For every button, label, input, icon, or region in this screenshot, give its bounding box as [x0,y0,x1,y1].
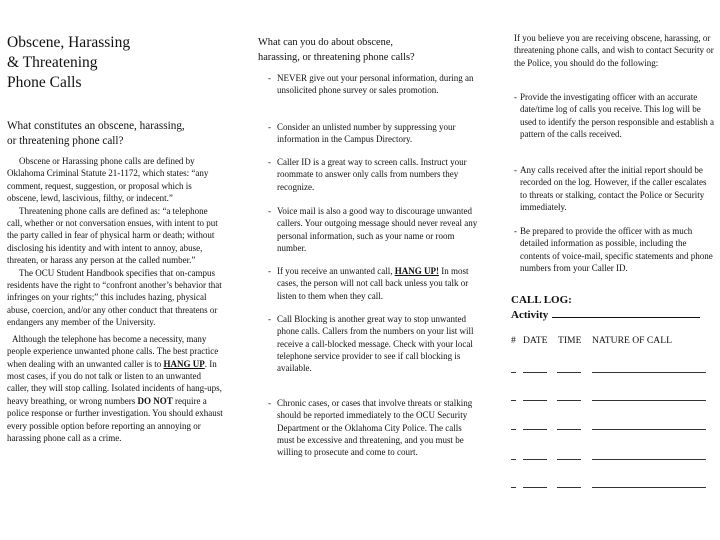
threatening-definition-paragraph: Threatening phone calls are defined as: “a telephone call, whether or not conversation ensues, with intent to put the party called in fear of physical harm or death; without disclosing his identity and with intent to annoy, abuse, threaten, or harass any person at the called number.” [7,205,218,266]
advice-text: Although the telephone has become a necessity, many people experience unwanted phone calls. The best practice when dealing with an unwanted caller is to [7,333,219,369]
step-item: - Provide the investigating officer with an accurate date/time log of calls you receive. This log will be used to identify the person responsible and establish a pattern of the calls received. [514,92,714,140]
reporting-intro: If you believe you are receiving obscene, harassing, or threatening phone calls, and wish to contact Security or the Police, you should do the following: [514,33,714,68]
heading-line: or threatening phone call? [7,135,124,147]
prevention-heading [258,36,415,65]
log-entry-row [511,451,711,461]
heading-line: What constitutes an obscene, harassing, [7,120,185,132]
log-entry-row [511,364,711,374]
tip-text: If you receive an unwanted call, [277,266,395,276]
advice-paragraph [7,333,225,445]
column-header-date: DATE [523,335,548,346]
step-item: - Be prepared to provide the officer with as much detailed information as possible, including the contents of voice-mail, specific statements and phone numbers from your Caller ID. [514,226,713,274]
title-line: & Threatening [7,54,98,71]
call-log-title: CALL LOG: [511,294,572,306]
definition-heading [7,119,185,149]
log-entry-row [511,479,711,489]
tip-item: - Caller ID is a great way to screen calls. Instruct your roommate to answer only calls from numbers they recognize. [268,157,467,192]
tip-item: - If you receive an unwanted call, HANG UP! In most cases, the person will not call back unless you talk or listen to them when they call. [268,266,469,301]
log-entry-row [511,421,711,431]
step-item: - Any calls received after the initial report should be recorded on the log. However, if the caller escalates to threats or stalking, contact the Police or Security immediately. [514,165,707,213]
column-header-nature: NATURE OF CALL [592,335,672,346]
title-line: Phone Calls [7,74,82,91]
log-entry-row [511,392,711,402]
heading-line: What can you do about obscene, [258,37,394,48]
activity-blank [552,308,700,318]
do-not-emphasis: DO NOT [137,395,173,406]
advice-text: . In most cases, if you do not talk or listen to an unwanted caller, they will stop calling. Isolated incidents of hang-ups, heavy breathing, or wrong numbers [7,358,222,406]
hang-up-emphasis: HANG UP! [394,266,439,276]
tip-item: - Consider an unlisted number by suppressing your information in the Campus Directory. [268,122,456,145]
advice-text: require a police response or further investigation. You should exhaust every possible option before reporting an annoying or harassing phone call as a crime. [7,395,223,443]
tip-item: - Chronic cases, or cases that involve threats or stalking should be reported immediately to the OCU Security Department or the Oklahoma City Police. The calls must be excessive and threatening, and you must be willing to prosecute and come to court. [268,398,473,458]
activity-label: Activity [511,309,549,321]
hang-up-emphasis: HANG UP [163,358,205,369]
tip-text: In most cases, the person will not call back unless you talk or listen to them when they call. [277,266,469,301]
column-header-time: TIME [558,335,582,346]
tip-item: - NEVER give out your personal information, during an unsolicited phone survey or sales promotion. [268,73,474,96]
definitions-body [7,155,225,444]
title-line: Obscene, Harassing [7,34,131,51]
brochure-title [7,33,130,93]
activity-line [511,308,700,322]
statute-paragraph: Obscene or Harassing phone calls are defined by Oklahoma Criminal Statute 21-1172, which states: “any comment, request, suggestion, or proposal which is obscene, lewd, lascivious, filthy, or indecent.” [7,156,209,204]
tip-item: - Call Blocking is another great way to stop unwanted phone calls. Callers from the numbers on your list will receive a call-blocked message. Check with your local telephone service provider to see if call blocking is available. [268,314,474,374]
tip-item: - Voice mail is also a good way to discourage unwanted callers. Your outgoing message should never reveal any personal information, such as your name or room number. [268,206,478,253]
heading-line: harassing, or threatening phone calls? [258,51,415,63]
column-header-number: # [511,335,516,346]
handbook-paragraph: The OCU Student Handbook specifies that on-campus residents have the right to “confront another’s behavior that infringes on your rights;” this includes hazing, physical abuse, coercion, and/or any other conduct that threatens or endangers any member of the University. [7,267,222,328]
